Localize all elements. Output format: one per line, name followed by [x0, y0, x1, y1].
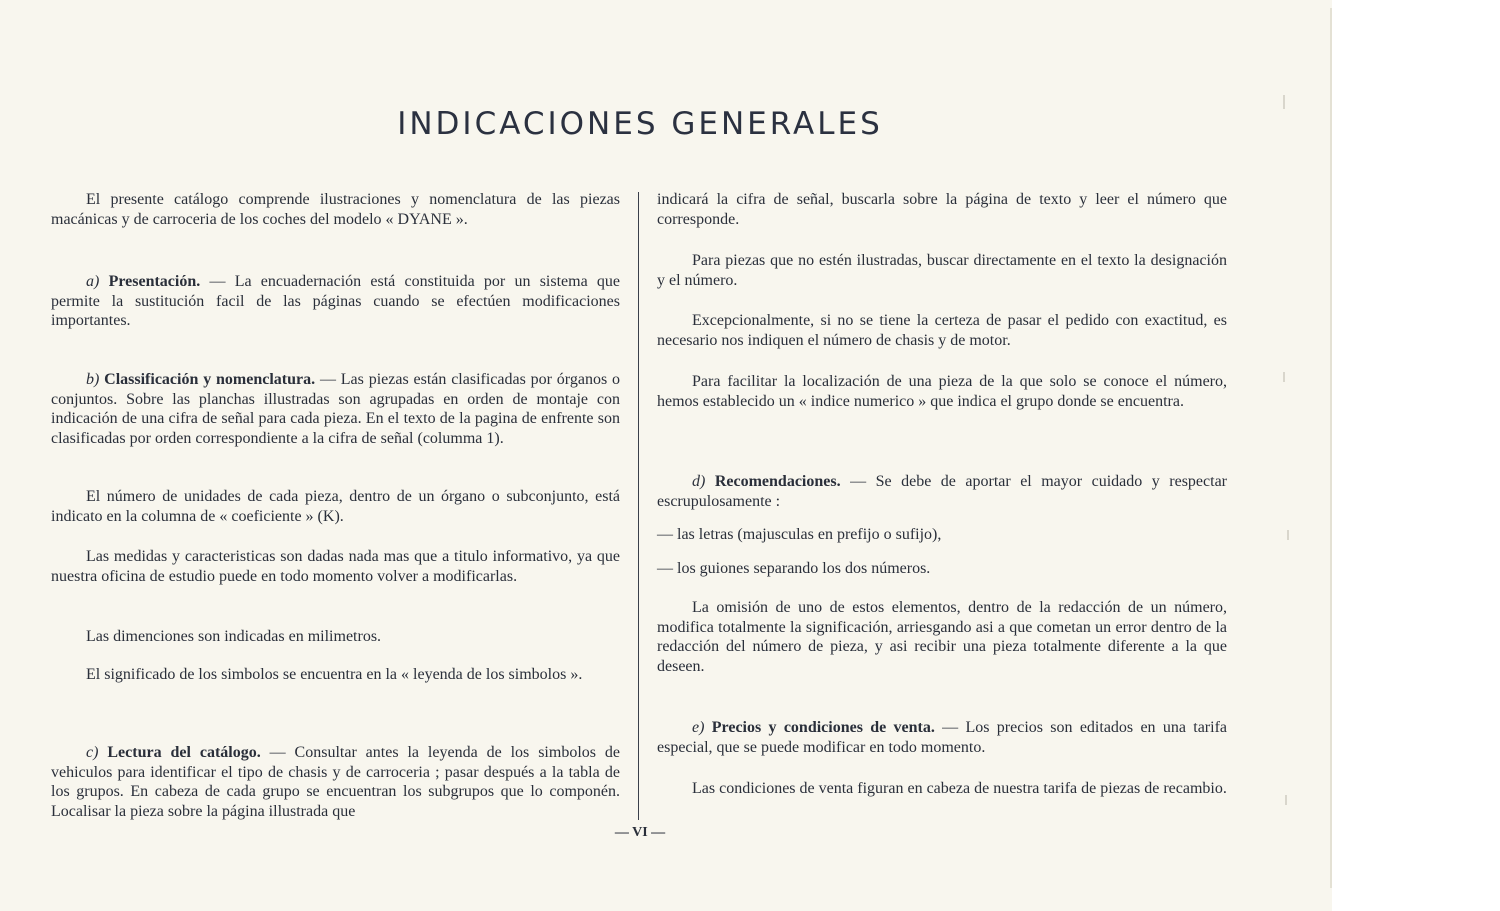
- section-e-heading: Precios y condiciones de venta.: [711, 719, 935, 736]
- exceptionally-paragraph: Excepcionalmente, si no se tiene la certeza de pasar el pedido con exactitud, es necesario nos indiquen el número de chasis y de motor.: [657, 312, 1227, 349]
- intro-paragraph: El presente catálogo comprende ilustraciones y nomenclatura de las piezas macánicas y de carroceria de los coches del modelo « DYANE ».: [51, 191, 620, 228]
- section-e-letter: e): [692, 719, 705, 736]
- section-c-text: — Consultar antes la leyenda de los simbolos de vehiculos para identificar el tipo de chasis y de carroceria ; pasar después a la tabla de los grupos. En cabeza de cada grupo se encuentran los subgrupos que lo componén. Localisar la pieza sobre la página illustrada que: [51, 744, 620, 820]
- not-illustrated-paragraph: Para piezas que no estén ilustradas, buscar directamente en el texto la designación y el número.: [657, 252, 1227, 289]
- section-d-letter: d): [692, 473, 706, 490]
- dash-item-hyphens: — los guiones separando los dos números.: [657, 560, 931, 577]
- units-paragraph: El número de unidades de cada pieza, dentro de un órgano o subconjunto, está indicato en la columna de « coeficiente » (K).: [51, 488, 620, 525]
- scan-speck: [1283, 95, 1285, 109]
- section-a-text: — La encuadernación está constituida por un sistema que permite la sustitución facil de las páginas cuando se efectúen modificaciones importantes.: [51, 273, 621, 330]
- index-paragraph: Para facilitar la localización de una pieza de la que solo se conoce el número, hemos establecido un « indice numerico » que indica el grupo donde se encuentra.: [657, 373, 1227, 410]
- scan-speck: [1285, 795, 1287, 805]
- symbols-paragraph: El significado de los simbolos se encuentra en la « leyenda de los simbolos ».: [86, 666, 583, 683]
- section-b-heading: Classificación y nomenclatura.: [104, 371, 316, 388]
- column-divider: [638, 192, 639, 820]
- page-number: — VI —: [614, 825, 666, 840]
- scan-speck: [1283, 372, 1285, 382]
- dash-item-letters: — las letras (majusculas en prefijo o sufijo),: [657, 526, 942, 543]
- section-c-letter: c): [86, 744, 99, 761]
- page-edge: [1330, 8, 1332, 888]
- section-c-paragraph: [51, 743, 620, 821]
- omission-paragraph: La omisión de uno de estos elementos, dentro de la redacción de un número, modifica totalmente la significación, arriesgando asi a que cometan un error dentro de la redacción del número de pieza, y asi recibir una pieza totalmente diferente a la que deseen.: [657, 599, 1227, 675]
- section-d-text: — Se debe de aportar el mayor cuidado y respectar escrupulosamente :: [657, 473, 1227, 510]
- scan-speck: [1287, 530, 1289, 540]
- dimensions-paragraph: Las dimenciones son indicadas en milimetros.: [86, 628, 382, 645]
- section-e-paragraph: [657, 718, 1227, 757]
- section-c-heading: Lectura del catálogo.: [107, 744, 261, 761]
- section-a-letter: a): [86, 273, 100, 290]
- section-b-letter: b): [86, 371, 100, 388]
- conditions-paragraph: Las condiciones de venta figuran en cabeza de nuestra tarifa de piezas de recambio.: [692, 780, 1227, 797]
- section-a-heading: Presentación.: [108, 273, 201, 290]
- section-c-continuation: indicará la cifra de señal, buscarla sobre la página de texto y leer el número que corresponde.: [657, 191, 1227, 228]
- page-title: INDICACIONES GENERALES: [397, 106, 883, 142]
- section-d-heading: Recomendaciones.: [714, 473, 841, 490]
- section-d-paragraph: [657, 472, 1227, 511]
- measures-paragraph: Las medidas y caracteristicas son dadas nada mas que a titulo informativo, ya que nuestra oficina de estudio puede en todo momento volver a modificarlas.: [51, 548, 620, 585]
- section-e-text: — Los precios son editados en una tarifa especial, que se puede modificar en todo momento.: [657, 719, 1228, 756]
- section-b-paragraph: [51, 370, 620, 448]
- section-b-text: — Las piezas están clasificadas por órganos o conjuntos. Sobre las planchas illustradas son agrupadas en orden de montaje con indicación de una cifra de señal para cada pieza. En el texto de la pagina de enfrente son clasificadas por orden correspondiente a la cifra de señal (columma 1).: [51, 371, 620, 447]
- section-a-paragraph: [51, 272, 620, 331]
